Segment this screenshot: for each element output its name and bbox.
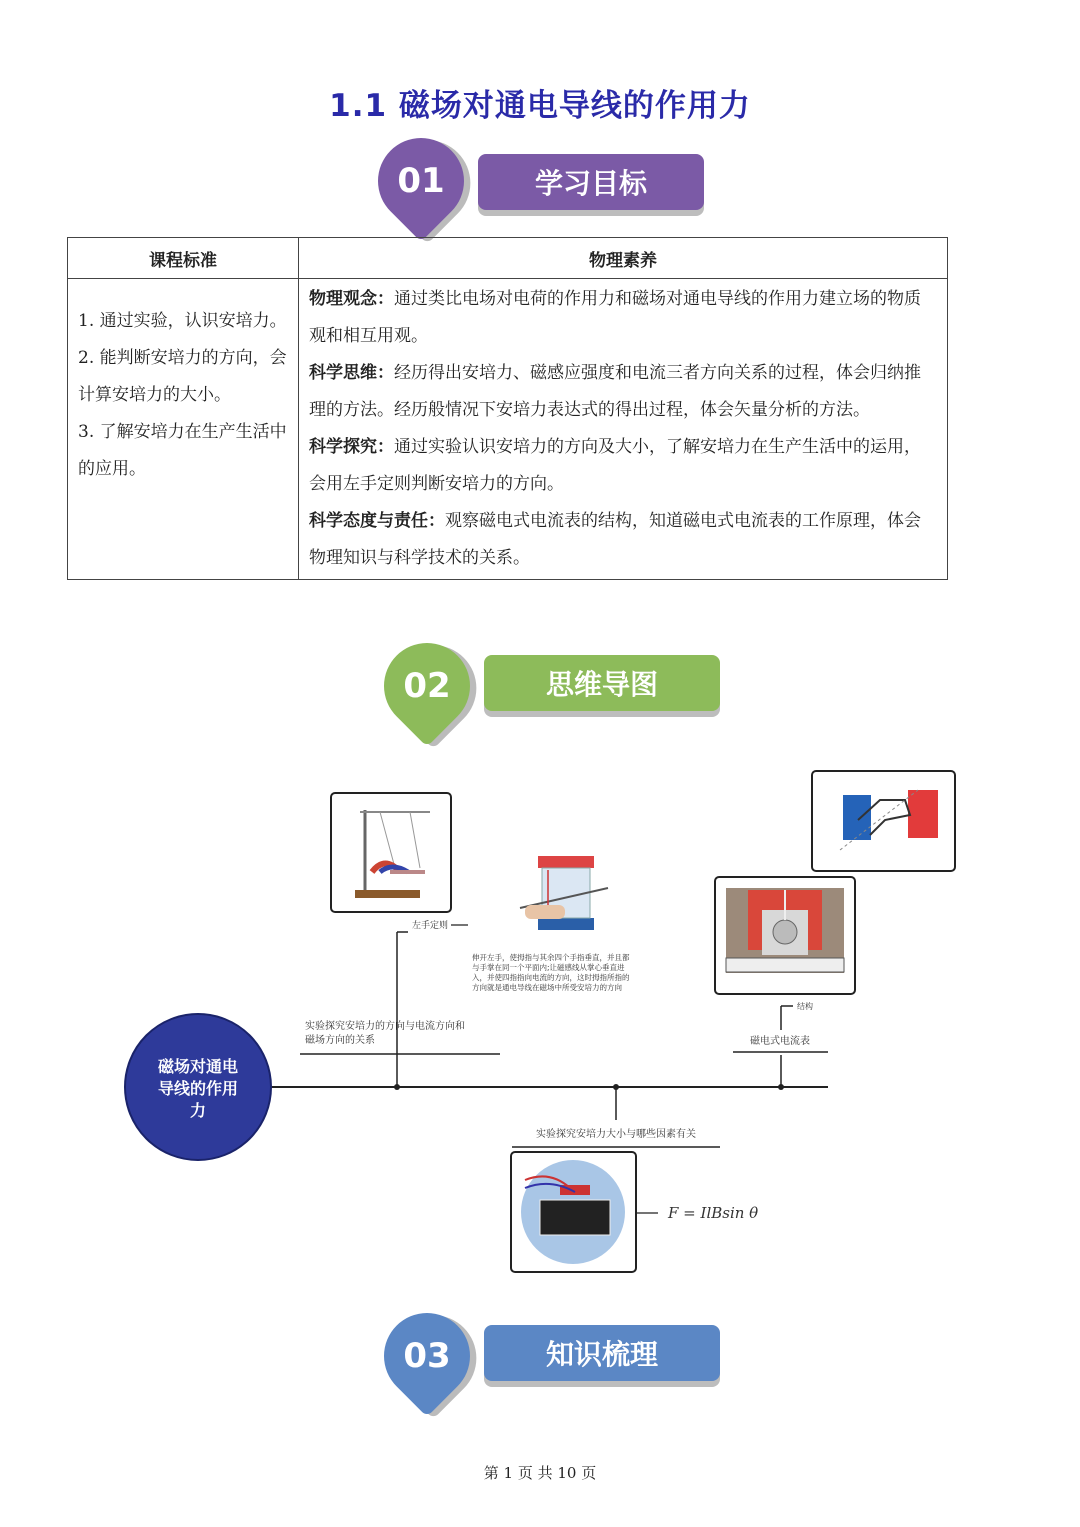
literacy-item [309,429,937,503]
literacy-label: 物理观念： [309,289,394,309]
center-text: 力 [189,1101,207,1120]
section-badge-03 [384,1313,724,1403]
standard-item: 2. 能判断安培力的方向，会计算安培力的大小。 [78,347,287,405]
standards-cell [68,279,299,580]
branch-right-text: 磁电式电流表 [750,1036,810,1047]
left-hand-desc: 与手掌在同一个平面内;让磁感线从掌心垂直进 [472,963,625,972]
formula-text: F = IlBsin θ [668,1204,759,1222]
page-title: 1.1 磁场对通电导线的作用力 [329,88,751,124]
section-badge-02 [384,643,724,733]
left-hand-rule-label: 左手定则 [412,921,449,931]
apparatus-image [331,793,451,912]
left-hand-desc: 方向就是通电导线在磁场中所受安培力的方向 [472,983,622,992]
literacy-label: 科学态度与责任： [309,511,445,531]
literacy-text: 经历得出安培力、磁感应强度和电流三者方向关系的过程，体会归纳推理的方法。经历般情况下安培力表达式的得出过程，体会矢量分析的方法。 [309,363,921,420]
goals-table [67,237,948,580]
literacy-item [309,355,937,429]
section-label: 知识梳理 [484,1325,720,1381]
literacy-text: 通过实验认识安培力的方向及大小，了解安培力在生产生活中的运用，会用左手定则判断安培力的方向。 [309,437,921,494]
page-footer: 第 1 页 共 10 页 [483,1464,597,1482]
section-number: 02 [403,666,451,706]
standard-item: 1. 通过实验，认识安培力。 [78,310,287,331]
literacy-cell [299,279,948,580]
left-hand-image [520,856,608,930]
magnet-coil-image [812,771,955,871]
table-header-literacy: 物理素养 [299,238,948,279]
table-header-standard: 课程标准 [68,238,299,279]
galvanometer-image [715,877,855,994]
branch-left-text: 磁场方向的关系 [305,1035,375,1046]
standard-item: 3. 了解安培力在生产生活中的应用。 [78,421,287,479]
center-node [125,1014,271,1160]
literacy-text: 观察磁电式电流表的结构，知道磁电式电流表的工作原理，体会物理知识与科学技术的关系。 [309,511,921,568]
literacy-label: 科学思维： [309,363,394,383]
literacy-item [309,281,937,355]
branch-left-text: 实验探究安培力的方向与电流方向和 [305,1021,465,1032]
experiment-image [511,1152,636,1272]
section-badge-01 [378,138,708,228]
left-hand-desc: 伸开左手，使拇指与其余四个手指垂直，并且都 [472,953,630,962]
section-number: 01 [397,161,445,201]
section-number: 03 [403,1336,451,1376]
left-hand-desc: 入，并使四指指向电流的方向，这时拇指所指的 [472,973,630,982]
section-label: 学习目标 [478,154,704,210]
literacy-text: 通过类比电场对电荷的作用力和磁场对通电导线的作用力建立场的物质观和相互用观。 [309,289,921,346]
center-text: 导线的作用 [157,1079,239,1098]
mind-map [0,760,1080,1300]
literacy-label: 科学探究： [309,437,394,457]
literacy-item [309,503,937,577]
branch-bottom-text: 实验探究安培力大小与哪些因素有关 [536,1129,696,1140]
section-label: 思维导图 [484,655,720,711]
center-text: 磁场对通电 [157,1057,239,1076]
structure-label: 结构 [797,1002,813,1011]
